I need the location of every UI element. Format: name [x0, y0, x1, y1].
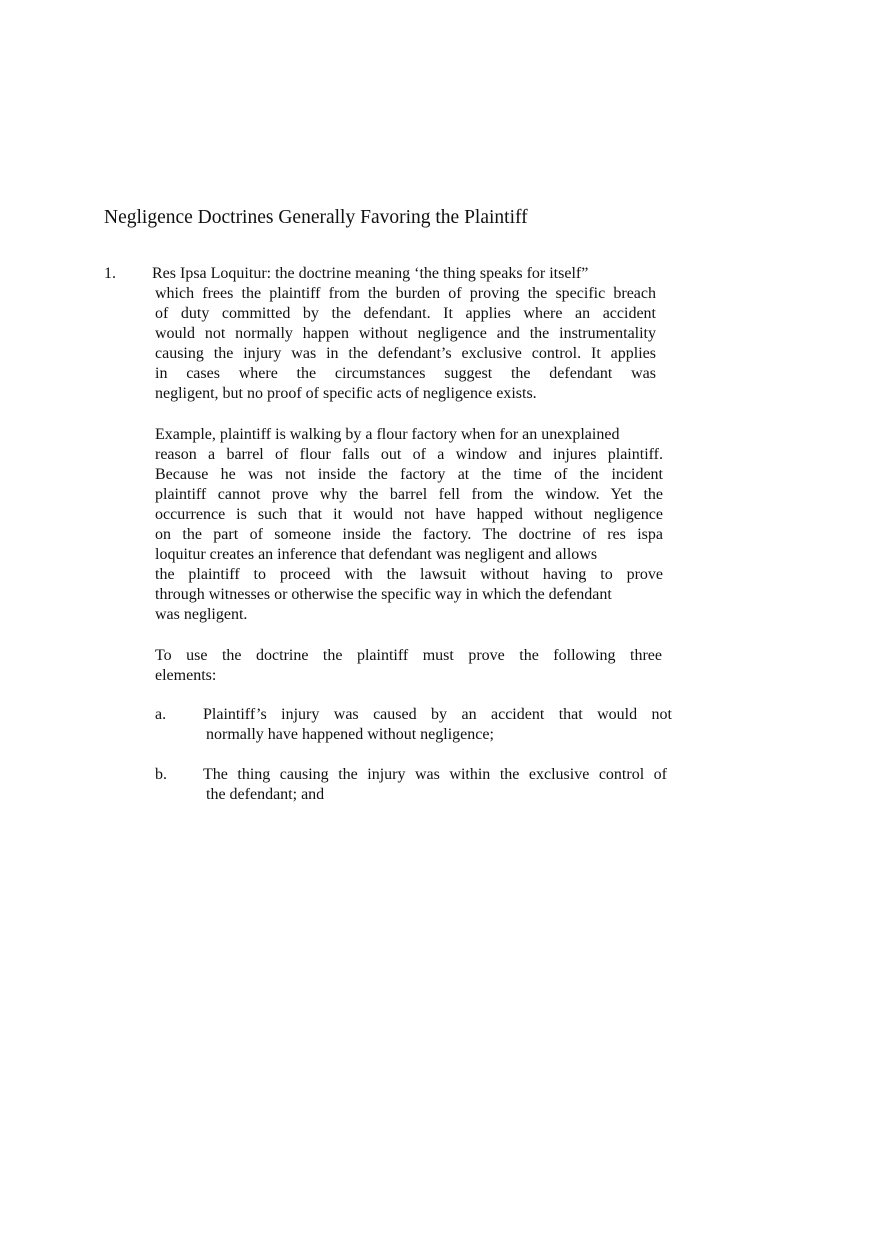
- paragraph-line: occurrence is such that it would not have happed without negligence: [155, 506, 663, 523]
- example-paragraph: [155, 425, 663, 625]
- paragraph-line: was negligent.: [155, 606, 248, 623]
- paragraph-line: in cases where the circumstances suggest the defendant was: [155, 365, 656, 382]
- paragraph-line: the defendant; and: [206, 786, 325, 803]
- paragraph-line: Res Ipsa Loquitur: the doctrine meaning ‘the thing speaks for itself”: [152, 265, 589, 282]
- paragraph-line: causing the injury was in the defendant’s exclusive control. It applies: [155, 345, 656, 362]
- paragraph-line: The thing causing the injury was within the exclusive control of: [203, 766, 667, 783]
- elements-intro-paragraph: [155, 646, 662, 686]
- paragraph-line: To use the doctrine the plaintiff must prove the following three: [155, 647, 662, 664]
- sub-item-a-text: [203, 705, 672, 745]
- paragraph-line: negligent, but no proof of specific acts of negligence exists.: [155, 385, 537, 402]
- sub-item-label-b: b.: [155, 766, 167, 783]
- paragraph-line: reason a barrel of flour falls out of a window and injures plaintiff.: [155, 446, 663, 463]
- sub-item-b-text: [203, 765, 667, 805]
- paragraph-line: the plaintiff to proceed with the lawsuit without having to prove: [155, 566, 663, 583]
- paragraph-line: would not normally happen without negligence and the instrumentality: [155, 325, 656, 342]
- sub-item-label-a: a.: [155, 706, 167, 723]
- paragraph-line: plaintiff cannot prove why the barrel fell from the window. Yet the: [155, 486, 663, 503]
- paragraph-line: Plaintiff’s injury was caused by an accident that would not: [203, 706, 672, 723]
- paragraph-line: loquitur creates an inference that defendant was negligent and allows: [155, 546, 598, 563]
- paragraph-line: on the part of someone inside the factory. The doctrine of res ispa: [155, 526, 663, 543]
- paragraph-line: which frees the plaintiff from the burden of proving the specific breach: [155, 285, 656, 302]
- paragraph-line: of duty committed by the defendant. It applies where an accident: [155, 305, 656, 322]
- paragraph-line: through witnesses or otherwise the specific way in which the defendant: [155, 586, 612, 603]
- document-title: Negligence Doctrines Generally Favoring the Plaintiff: [104, 207, 528, 228]
- paragraph-line: Because he was not inside the factory at the time of the incident: [155, 466, 663, 483]
- paragraph-line: Example, plaintiff is walking by a flour factory when for an unexplained: [155, 426, 620, 443]
- item-number: 1.: [104, 265, 116, 282]
- paragraph-line: elements:: [155, 667, 217, 684]
- res-ipsa-paragraph: [152, 264, 656, 404]
- paragraph-line: normally have happened without negligence;: [206, 726, 494, 743]
